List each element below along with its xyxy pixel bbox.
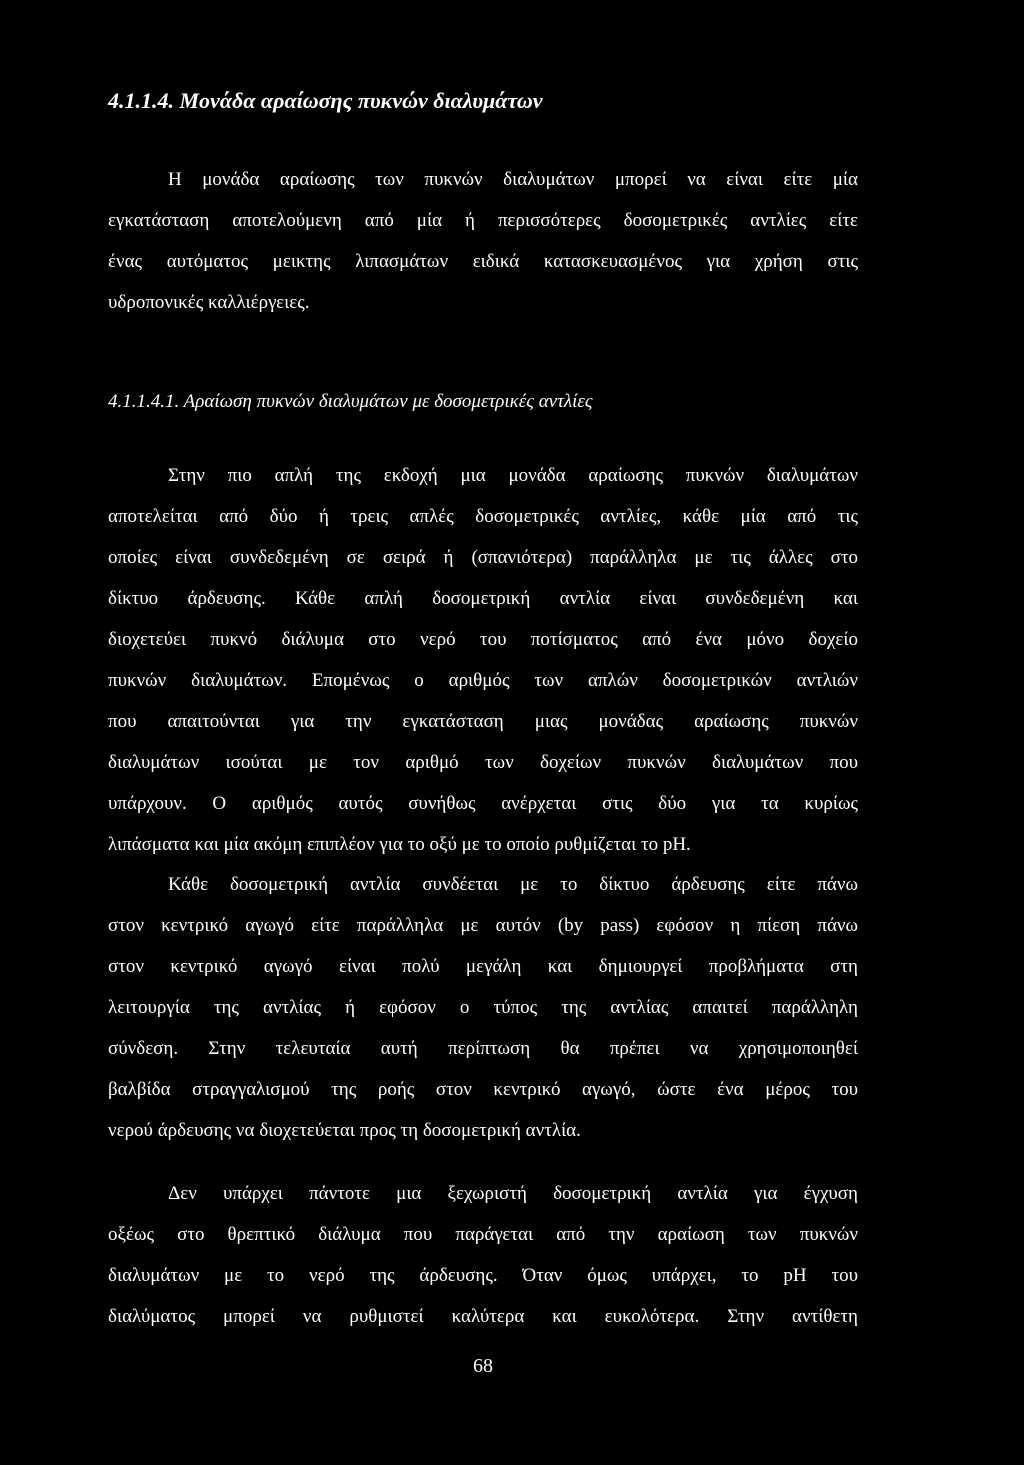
text-line: διαλύματος μπορεί να ρυθμιστεί καλύτερα και ευκολότερα. Στην αντίθετη	[108, 1306, 858, 1327]
text-line: στον κεντρικό αγωγό είναι πολύ μεγάλη και δημιουργεί προβλήματα στη	[108, 956, 858, 977]
text-line: υπάρχουν. Ο αριθμός αυτός συνήθως ανέρχεται στις δύο για τα κυρίως	[108, 793, 858, 814]
text-line: νερού άρδευσης να διοχετεύεται προς τη δοσομετρική αντλία.	[108, 1120, 581, 1141]
text-line: που απαιτούνται για την εγκατάσταση μιας μονάδας αραίωσης πυκνών	[108, 711, 858, 732]
text-line: Η μονάδα αραίωσης των πυκνών διαλυμάτων μπορεί να είναι είτε μία	[168, 169, 858, 190]
paragraph-intro	[108, 159, 858, 323]
text-line: αποτελείται από δύο ή τρεις απλές δοσομετρικές αντλίες, κάθε μία από τις	[108, 506, 858, 527]
paragraph-connection	[108, 864, 858, 1151]
text-line: λειτουργία της αντλίας ή εφόσον ο τύπος της αντλίας απαιτεί παράλληλη	[108, 997, 858, 1018]
text-line: σύνδεση. Στην τελευταία αυτή περίπτωση θα πρέπει να χρησιμοποιηθεί	[108, 1038, 858, 1059]
text-line: βαλβίδα στραγγαλισμού της ροής στον κεντρικό αγωγό, ώστε ένα μέρος του	[108, 1079, 858, 1100]
section-heading: 4.1.1.4. Μονάδα αραίωσης πυκνών διαλυμάτων	[108, 88, 543, 113]
text-line: Δεν υπάρχει πάντοτε μια ξεχωριστή δοσομετρική αντλία για έγχυση	[168, 1183, 858, 1204]
text-line: διαλυμάτων ισούται με τον αριθμό των δοχείων πυκνών διαλυμάτων που	[108, 752, 858, 773]
text-line: πυκνών διαλυμάτων. Επομένως ο αριθμός των απλών δοσομετρικών αντλιών	[108, 670, 858, 691]
text-line: λιπάσματα και μία ακόμη επιπλέον για το οξύ με το οποίο ρυθμίζεται το pH.	[108, 834, 691, 855]
text-line: οποίες είναι συνδεδεμένη σε σειρά ή (σπανιότερα) παράλληλα με τις άλλες στο	[108, 547, 858, 568]
text-line: ένας αυτόματος μεικτης λιπασμάτων ειδικά κατασκευασμένος για χρήση στις	[108, 251, 858, 272]
paragraph-acid-injection	[108, 1173, 858, 1337]
text-line: Κάθε δοσομετρική αντλία συνδέεται με το δίκτυο άρδευσης είτε πάνω	[168, 874, 858, 895]
text-line: εγκατάσταση αποτελούμενη από μία ή περισσότερες δοσομετρικές αντλίες είτε	[108, 210, 858, 231]
text-line: δίκτυο άρδευσης. Κάθε απλή δοσομετρική αντλία είναι συνδεδεμένη και	[108, 588, 858, 609]
text-line: οξέως στο θρεπτικό διάλυμα που παράγεται από την αραίωση των πυκνών	[108, 1224, 858, 1245]
text-line: διαλυμάτων με το νερό της άρδευσης. Όταν όμως υπάρχει, το pH του	[108, 1265, 858, 1286]
text-line: διοχετεύει πυκνό διάλυμα στο νερό του ποτίσματος από ένα μόνο δοχείο	[108, 629, 858, 650]
text-line: Στην πιο απλή της εκδοχή μια μονάδα αραίωσης πυκνών διαλυμάτων	[168, 465, 858, 486]
paragraph-dosing-pumps	[108, 455, 858, 865]
page-number: 68	[473, 1355, 493, 1377]
text-line: στον κεντρικό αγωγό είτε παράλληλα με αυτόν (by pass) εφόσον η πίεση πάνω	[108, 915, 858, 936]
subsection-heading: 4.1.1.4.1. Αραίωση πυκνών διαλυμάτων με δοσομετρικές αντλίες	[108, 391, 593, 412]
text-line: υδροπονικές καλλιέργειες.	[108, 292, 310, 313]
